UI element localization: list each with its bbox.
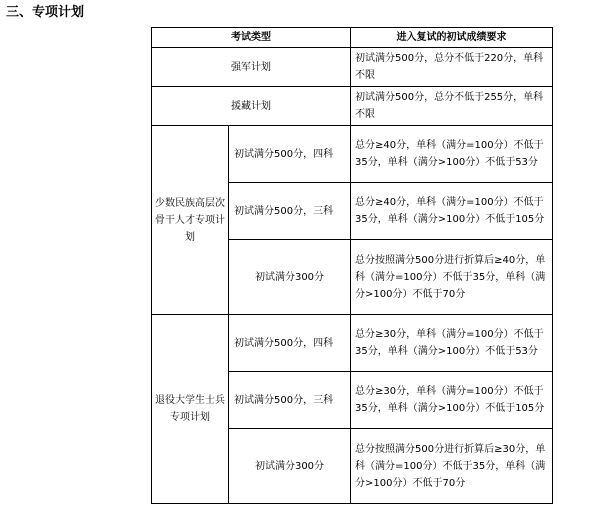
requirement-cell: 初试满分500分，总分不低于220分，单科不限 [351,48,553,87]
requirement-cell: 总分≥40分，单科（满分=100分）不低于35分，单科（满分>100分）不低于53分 [351,126,553,183]
exam-type-cell: 初试满分500分，四科 [229,126,351,183]
table-row [152,87,553,126]
requirement-cell: 总分≥30分，单科（满分=100分）不低于35分，单科（满分>100分）不低于53分 [351,315,553,372]
header-exam-type: 考试类型 [152,28,351,48]
group-name: 退役大学生士兵专项计划 [152,315,229,504]
requirement-cell: 总分≥40分，单科（满分=100分）不低于35分，单科（满分>100分）不低于105分 [351,183,553,240]
requirement-cell: 初试满分500分，总分不低于255分，单科不限 [351,87,553,126]
exam-type-cell: 初试满分500分，四科 [229,315,351,372]
table-row [152,315,553,372]
section-title: 三、专项计划 [6,5,85,20]
requirement-cell: 总分≥30分，单科（满分=100分）不低于35分，单科（满分>100分）不低于105分 [351,372,553,429]
table-row [152,126,553,183]
exam-type-cell: 初试满分500分，三科 [229,183,351,240]
requirement-cell: 总分按照满分500分进行折算后≥40分，单科（满分=100分）不低于35分，单科（满分>100分）不低于70分 [351,240,553,315]
requirement-cell: 总分按照满分500分进行折算后≥30分，单科（满分=100分）不低于35分，单科（满分>100分）不低于70分 [351,429,553,504]
table-header-row [152,28,553,48]
plan-name: 援藏计划 [152,87,351,126]
plan-name: 强军计划 [152,48,351,87]
exam-type-cell: 初试满分500分，三科 [229,372,351,429]
header-requirement: 进入复试的初试成绩要求 [351,28,553,48]
table-row [152,48,553,87]
special-plan-table [151,27,553,504]
exam-type-cell: 初试满分300分 [229,240,351,315]
group-name: 少数民族高层次骨干人才专项计划 [152,126,229,315]
exam-type-cell: 初试满分300分 [229,429,351,504]
